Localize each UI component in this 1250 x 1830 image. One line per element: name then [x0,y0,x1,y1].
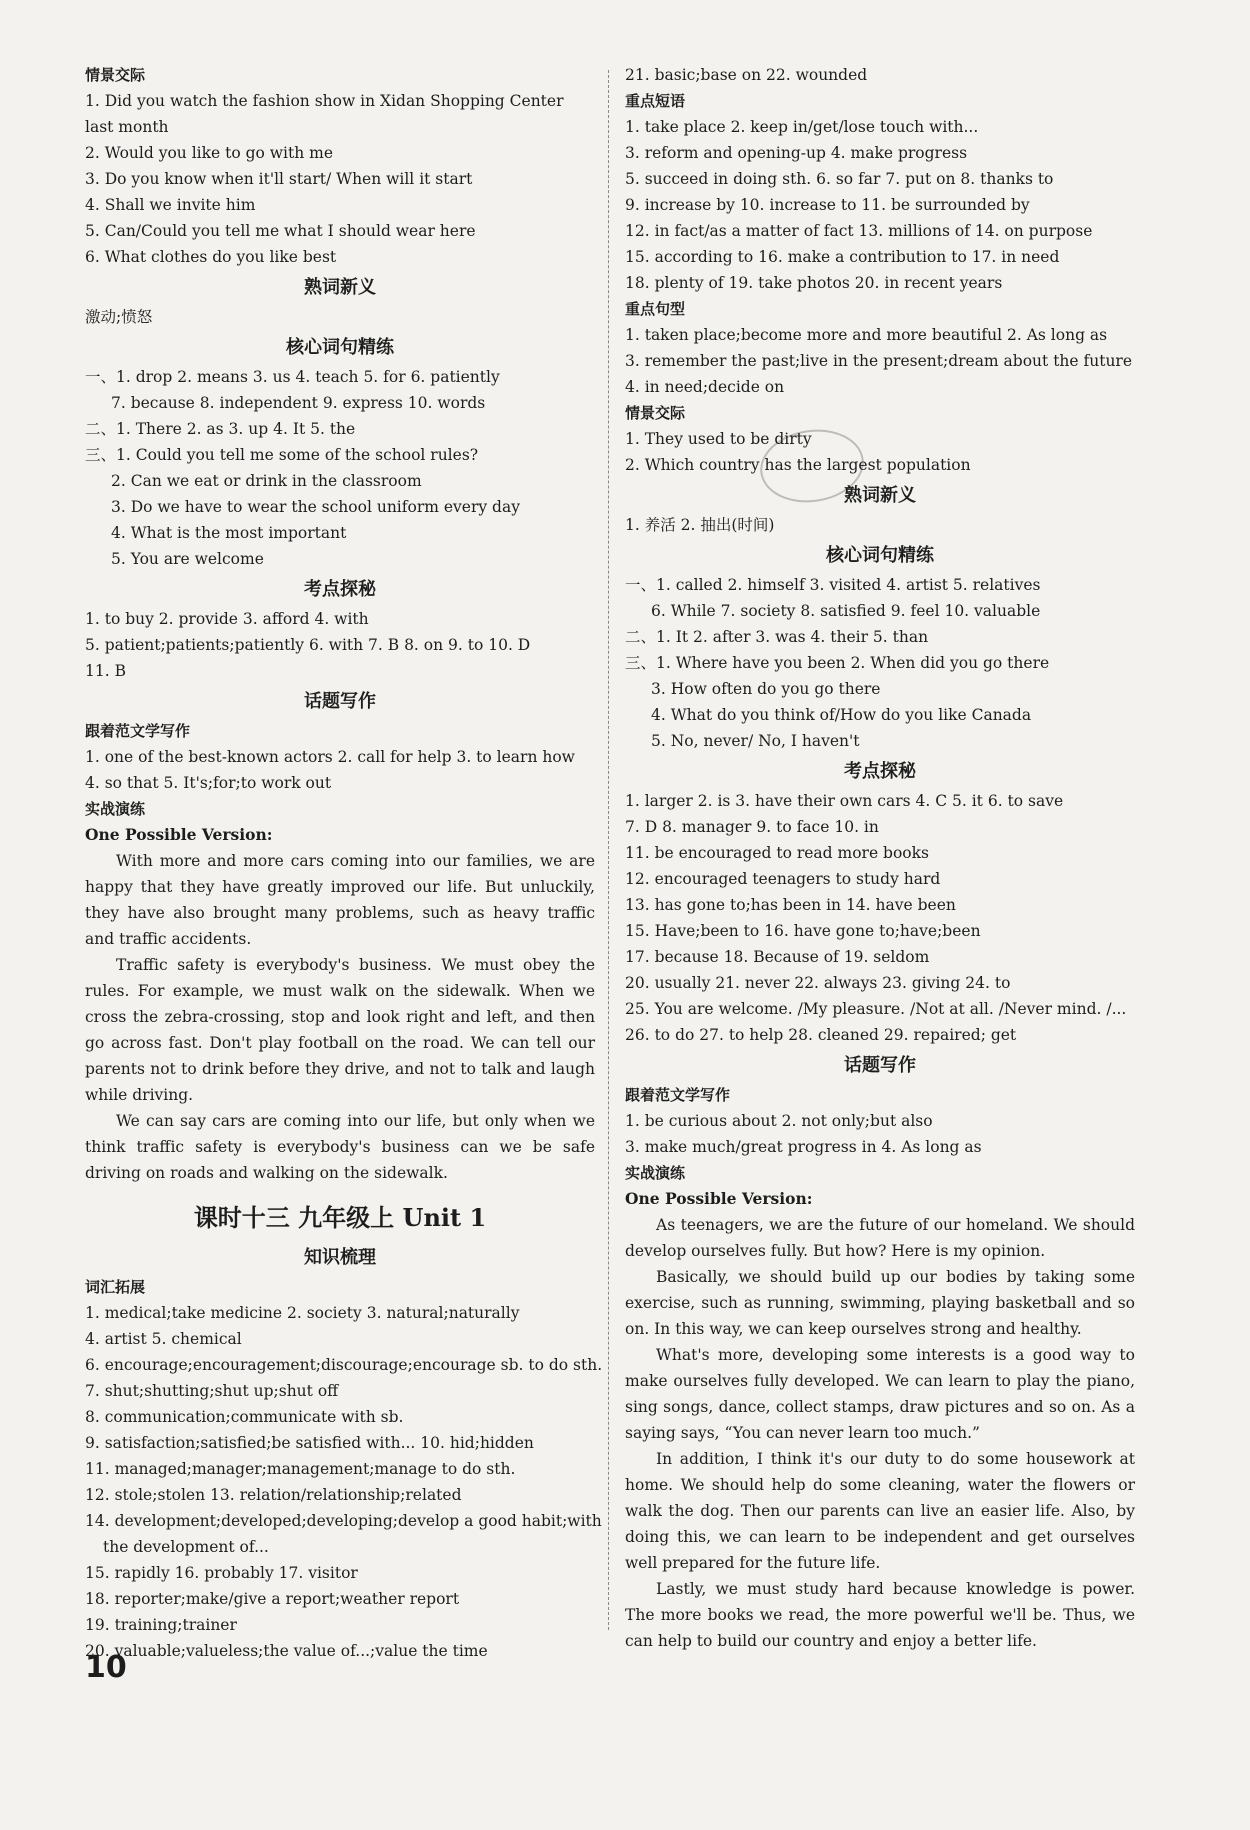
essay-label: One Possible Version: [625,1189,813,1208]
subsection-heading: 词汇拓展 [85,1278,146,1296]
answer-line: 9. increase by 10. increase to 11. be surrounded by [625,196,1030,214]
answer-line: 18. plenty of 19. take photos 20. in recent years [625,274,1003,292]
answer-line: 18. reporter;make/give a report;weather report [85,1590,460,1608]
answer-line: 4. so that 5. It's;for;to work out [85,774,332,792]
answer-line: 9. satisfaction;satisfied;be satisfied with... 10. hid;hidden [85,1434,534,1452]
answer-line: 1. Did you watch the fashion show in Xidan Shopping Center last month [85,92,564,136]
answer-line: 25. You are welcome. /My pleasure. /Not at all. /Never mind. /... [625,1000,1127,1018]
subsection-heading: 跟着范文学写作 [85,722,191,740]
answer-line: 13. has gone to;has been in 14. have been [625,896,956,914]
answer-line: 15. Have;been to 16. have gone to;have;been [625,922,981,940]
answer-line: 1. 养活 2. 抽出(时间) [625,516,775,534]
subsection-heading: 情景交际 [85,66,146,84]
answer-line: the development of... [103,1538,269,1556]
answer-line: 20. valuable;valueless;the value of...;value the time [85,1642,488,1660]
section-heading: 话题写作 [304,691,376,712]
answer-line: 三、1. Where have you been 2. When did you go there [625,654,1050,672]
section-heading: 熟词新义 [304,277,376,298]
column-divider [608,70,609,1630]
section-heading: 考点探秘 [844,761,916,782]
answer-line: 2. Would you like to go with me [85,144,334,162]
answer-line: 5. No, never/ No, I haven't [651,732,860,750]
lesson-title: 课时十三 九年级上 Unit 1 [193,1203,487,1232]
essay-label: One Possible Version: [85,825,273,844]
answer-line: 12. encouraged teenagers to study hard [625,870,941,888]
answer-line: 5. Can/Could you tell me what I should wear here [85,222,476,240]
answer-line: 1. larger 2. is 3. have their own cars 4. C 5. it 6. to save [625,792,1064,810]
answer-line: 19. training;trainer [85,1616,237,1634]
answer-line: 11. managed;manager;management;manage to do sth. [85,1460,516,1478]
answer-line: 2. Can we eat or drink in the classroom [111,472,422,490]
answer-line: 3. Do we have to wear the school uniform every day [111,498,520,516]
answer-line: 15. rapidly 16. probably 17. visitor [85,1564,358,1582]
answer-line: 三、1. Could you tell me some of the school rules? [85,446,479,464]
answer-line: 12. stole;stolen 13. relation/relationship;related [85,1486,462,1504]
section-heading: 考点探秘 [304,579,376,600]
answer-line: 4. in need;decide on [625,378,785,396]
answer-line: 3. How often do you go there [651,680,881,698]
essay-paragraph: We can say cars are coming into our life, but only when we think traffic safety is everybody's business can we be safe driving on roads and walking on the sidewalk. [85,1112,595,1182]
answer-line: 1. taken place;become more and more beautiful 2. As long as [625,326,1108,344]
answer-line: 4. artist 5. chemical [85,1330,242,1348]
answer-line: 1. medical;take medicine 2. society 3. natural;naturally [85,1304,520,1322]
answer-line: 二、1. It 2. after 3. was 4. their 5. than [625,628,929,646]
answer-line: 5. You are welcome [111,550,264,568]
answer-line: 二、1. There 2. as 3. up 4. It 5. the [85,420,356,438]
essay-paragraph: Traffic safety is everybody's business. We must obey the rules. For example, we must walk on the sidewalk. When we cross the zebra-crossing, stop and look right and left, and then go across fast. Don't play football on the road. We can tell our parents not to drink before they drive, and not to talk and laugh while driving. [85,956,595,1104]
essay-paragraph: Lastly, we must study hard because knowledge is power. The more books we read, the more powerful we'll be. Thus, we can help to build our country and enjoy a better life. [625,1580,1135,1650]
answer-line: 20. usually 21. never 22. always 23. giving 24. to [625,974,1011,992]
answer-line: 1. They used to be dirty [625,430,812,448]
subsection-heading: 重点句型 [625,300,686,318]
section-heading: 核心词句精练 [286,337,394,358]
answer-line: 11. B [85,662,126,680]
answer-line: 4. What is the most important [111,524,347,542]
essay-paragraph: What's more, developing some interests is a good way to make ourselves fully developed. We can learn to play the piano, sing songs, dance, collect stamps, draw pictures and so on. As a saying says, “You can never learn too much.” [625,1346,1135,1442]
answer-line: 4. What do you think of/How do you like Canada [651,706,1032,724]
page-number: 10 [85,1650,127,1685]
answer-line: 3. Do you know when it'll start/ When will it start [85,170,473,188]
essay-paragraph: In addition, I think it's our duty to do some housework at home. We should help do some cleaning, water the flowers or walk the dog. Then our parents can live an easier life. Also, by doing this, we can learn to be independent and get ourselves well prepared for the future life. [625,1450,1135,1572]
subsection-heading: 重点短语 [625,92,686,110]
subsection-heading: 情景交际 [625,404,686,422]
answer-line: 一、1. drop 2. means 3. us 4. teach 5. for 6. patiently [85,368,500,386]
answer-line: 11. be encouraged to read more books [625,844,929,862]
answer-line: 21. basic;base on 22. wounded [625,66,868,84]
answer-line: 7. D 8. manager 9. to face 10. in [625,818,879,836]
answer-line: 8. communication;communicate with sb. [85,1408,404,1426]
answer-line: 5. succeed in doing sth. 6. so far 7. put on 8. thanks to [625,170,1054,188]
subsection-heading: 实战演练 [625,1164,686,1182]
answer-line: 7. because 8. independent 9. express 10. words [111,394,486,412]
answer-line: 14. development;developed;developing;develop a good habit;with [85,1512,602,1530]
essay-paragraph: As teenagers, we are the future of our homeland. We should develop ourselves fully. But how? Here is my opinion. [625,1216,1135,1260]
left-column [85,62,603,1664]
section-heading: 话题写作 [844,1055,916,1076]
answer-line: 一、1. called 2. himself 3. visited 4. artist 5. relatives [625,576,1041,594]
answer-line: 26. to do 27. to help 28. cleaned 29. repaired; get [625,1026,1017,1044]
answer-line: 1. to buy 2. provide 3. afford 4. with [85,610,369,628]
answer-line: 5. patient;patients;patiently 6. with 7. B 8. on 9. to 10. D [85,636,531,654]
right-column [625,62,1135,1654]
essay-paragraph: Basically, we should build up our bodies by taking some exercise, such as running, swimming, playing basketball and so on. In this way, we can keep ourselves strong and healthy. [625,1268,1135,1338]
answer-line: 12. in fact/as a matter of fact 13. millions of 14. on purpose [625,222,1093,240]
answer-line: 1. be curious about 2. not only;but also [625,1112,933,1130]
subsection-heading: 跟着范文学写作 [625,1086,731,1104]
answer-line: 6. What clothes do you like best [85,248,337,266]
answer-line: 2. Which country has the largest population [625,456,971,474]
answer-line: 激动;愤怒 [85,308,153,326]
section-heading: 熟词新义 [844,485,916,506]
section-heading: 知识梳理 [304,1247,376,1268]
section-heading: 核心词句精练 [826,545,934,566]
answer-line: 7. shut;shutting;shut up;shut off [85,1382,339,1400]
answer-line: 17. because 18. Because of 19. seldom [625,948,930,966]
answer-line: 1. one of the best-known actors 2. call for help 3. to learn how [85,748,575,766]
essay-paragraph: With more and more cars coming into our families, we are happy that they have greatly improved our life. But unluckily, they have also brought many problems, such as heavy traffic and traffic accidents. [85,852,595,948]
answer-line: 6. encourage;encouragement;discourage;encourage sb. to do sth. [85,1356,603,1374]
subsection-heading: 实战演练 [85,800,146,818]
answer-line: 3. make much/great progress in 4. As long as [625,1138,982,1156]
answer-line: 4. Shall we invite him [85,196,256,214]
answer-line: 3. reform and opening-up 4. make progress [625,144,968,162]
answer-line: 3. remember the past;live in the present;dream about the future [625,352,1133,370]
answer-line: 6. While 7. society 8. satisfied 9. feel 10. valuable [651,602,1041,620]
answer-line: 1. take place 2. keep in/get/lose touch with... [625,118,979,136]
answer-line: 15. according to 16. make a contribution to 17. in need [625,248,1060,266]
